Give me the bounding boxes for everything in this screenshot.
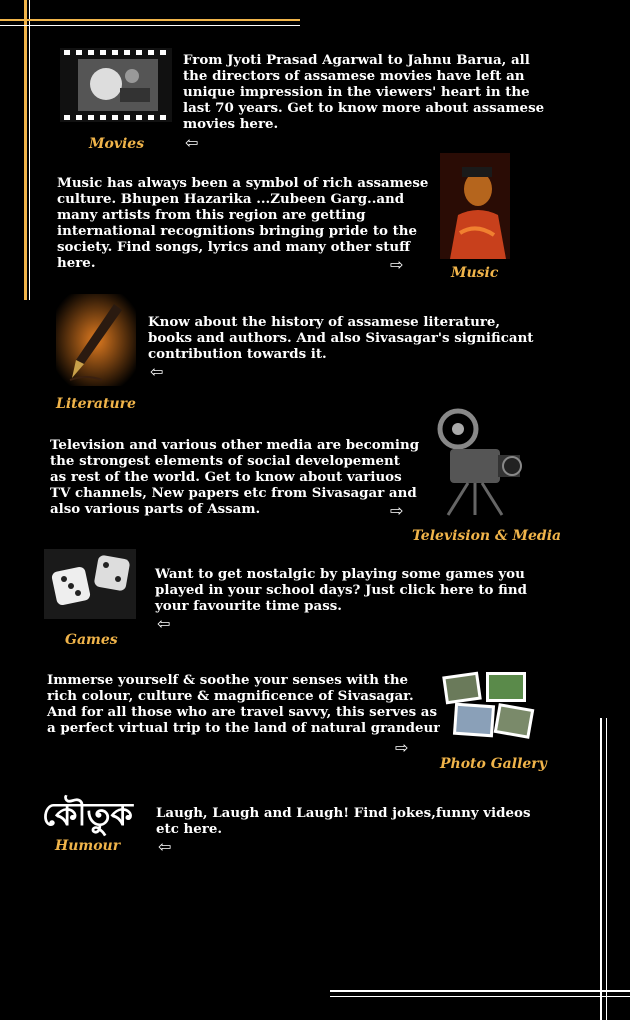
gallery-caption[interactable]: Photo Gallery [440, 756, 547, 772]
literature-description: Know about the history of assamese literature, books and authors. And also Sivasagar's significant contribution towards it. [148, 314, 534, 362]
singer-photo-icon[interactable] [440, 153, 510, 259]
humour-logo-text: কৌতুক [42, 795, 133, 833]
dice-icon[interactable] [44, 549, 136, 619]
movies-caption[interactable]: Movies [89, 136, 145, 152]
games-arrow-link[interactable]: ⇦ [157, 614, 171, 633]
frame-line-bottom-right-vertical-2 [606, 718, 607, 1020]
movies-arrow-link[interactable]: ⇦ [185, 133, 199, 152]
frame-line-bottom-horizontal-2 [330, 996, 630, 997]
frame-line-top-horizontal-2 [0, 25, 300, 26]
gallery-description: Immerse yourself & soothe your senses with the rich colour, culture & magnificence of Sivasagar. And for all those who are travel savvy, this serves as a perfect virtual trip to the land of natural grandeur [47, 672, 441, 736]
film-strip-icon[interactable] [60, 48, 172, 122]
frame-line-top-left-vertical-2 [29, 0, 30, 300]
film-camera-icon[interactable] [428, 405, 524, 517]
gallery-arrow-link[interactable]: ⇨ [395, 738, 409, 757]
literature-arrow-link[interactable]: ⇦ [150, 362, 164, 381]
games-caption[interactable]: Games [65, 632, 118, 648]
humour-logo-icon[interactable] [42, 794, 138, 838]
humour-description: Laugh, Laugh and Laugh! Find jokes,funny videos etc here. [156, 805, 531, 837]
frame-line-top-left-vertical-1 [24, 0, 27, 300]
humour-arrow-link[interactable]: ⇦ [158, 837, 172, 856]
humour-caption[interactable]: Humour [55, 838, 121, 854]
television-caption[interactable]: Television & Media [412, 528, 562, 544]
television-arrow-link[interactable]: ⇨ [390, 501, 404, 520]
fountain-pen-icon[interactable] [56, 294, 136, 386]
music-arrow-link[interactable]: ⇨ [390, 255, 404, 274]
television-description: Television and various other media are becoming the strongest elements of social developement as rest of the world. Get to know about variuos TV channels, New papers etc from Sivasagar and also various parts of Assam. [50, 437, 420, 517]
movies-description: From Jyoti Prasad Agarwal to Jahnu Barua, all the directors of assamese movies have left an unique impression in the viewers' heart in the last 70 years. Get to know more about assamese movies here. [183, 52, 545, 132]
photo-stack-icon[interactable] [440, 668, 536, 742]
frame-line-bottom-right-vertical-1 [600, 718, 602, 1020]
frame-line-top-horizontal-1 [0, 19, 300, 21]
music-description: Music has always been a symbol of rich assamese culture. Bhupen Hazarika ...Zubeen Garg..and many artists from this region are getting international recognitions bringing pride to the society. Find songs, lyrics and many other stuff here. [57, 175, 429, 271]
games-description: Want to get nostalgic by playing some games you played in your school days? Just click here to find your favourite time pass. [155, 566, 527, 614]
frame-line-bottom-horizontal-1 [330, 990, 630, 992]
literature-caption[interactable]: Literature [56, 396, 136, 412]
music-caption[interactable]: Music [451, 265, 499, 281]
